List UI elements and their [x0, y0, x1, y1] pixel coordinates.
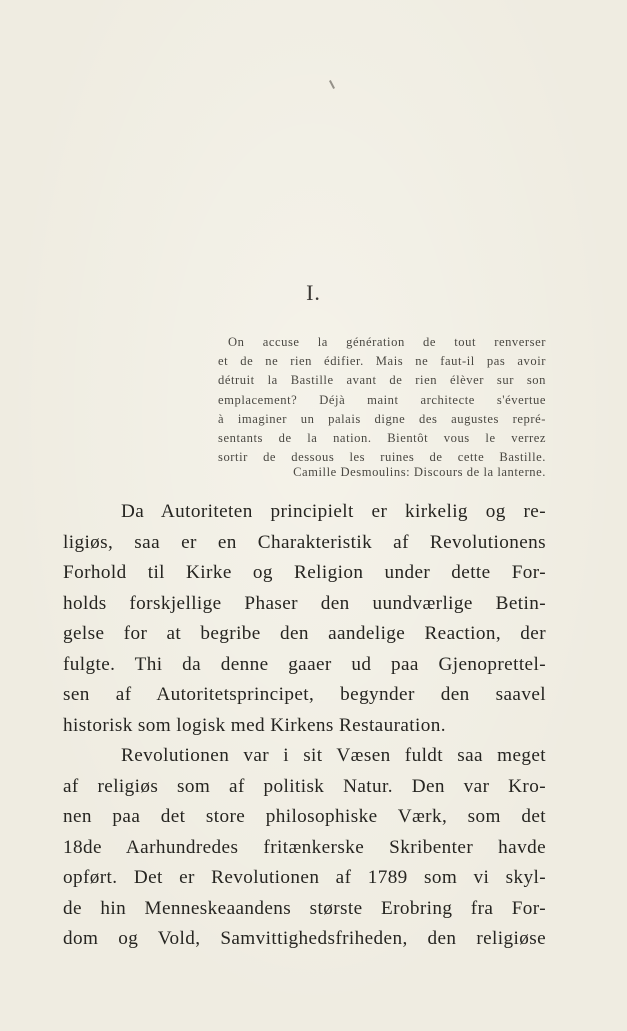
paragraph-1-line: ligiøs, saa er en Charakteristik af Revolutionens [63, 531, 546, 553]
paragraph-2-line: Revolutionen var i sit Væsen fuldt saa meget [121, 745, 546, 766]
epigraph-attribution: Camille Desmoulins: Discours de la lanterne. [293, 465, 546, 479]
epigraph-line: emplacement? Déjà maint architecte s'évertue [218, 392, 546, 407]
paragraph-2-line: af religiøs som af politisk Natur. Den var Kro- [63, 775, 546, 797]
epigraph-line: et de ne rien édifier. Mais ne faut-il pas avoir [218, 354, 546, 369]
paragraph-1-line: holds forskjellige Phaser den uundværlige Betin- [63, 592, 546, 614]
paragraph-1-line: Forhold til Kirke og Religion under dette For- [63, 562, 546, 583]
paragraph-1-line: historisk som logisk med Kirkens Restauration. [63, 714, 446, 736]
epigraph-line: sentants de la nation. Bientôt vous le verrez [218, 431, 546, 446]
paragraph-2-line: de hin Menneskeaandens største Erobring fra For- [63, 897, 546, 919]
chapter-number: I. [306, 280, 321, 305]
paragraph-2-line: opført. Det er Revolutionen af 1789 som vi skyl- [63, 867, 546, 888]
epigraph-line: sortir de dessous les ruines de cette Bastille. [218, 450, 546, 465]
paragraph-1-line: Da Autoriteten principielt er kirkelig og re- [121, 501, 546, 522]
epigraph-line: à imaginer un palais digne des augustes repré- [218, 411, 546, 426]
ink-mark [329, 80, 335, 89]
paragraph-1-line: fulgte. Thi da denne gaaer ud paa Gjenoprettel- [63, 653, 546, 675]
epigraph [218, 333, 546, 467]
paragraph-2-line: dom og Vold, Samvittighedsfriheden, den religiøse [63, 928, 546, 949]
paragraph-1-line: gelse for at begribe den aandelige Reaction, der [63, 623, 546, 644]
paragraph-2-line: nen paa det store philosophiske Værk, som det [63, 806, 546, 827]
body-text [63, 497, 546, 955]
paragraph-1-line: sen af Autoritetsprincipet, begynder den saavel [63, 684, 546, 705]
epigraph-line: détruit la Bastille avant de rien élèver sur son [218, 373, 546, 388]
epigraph-line: On accuse la génération de tout renverser [228, 335, 546, 349]
paragraph-2-line: 18de Aarhundredes fritænkerske Skribenter havde [63, 836, 546, 858]
